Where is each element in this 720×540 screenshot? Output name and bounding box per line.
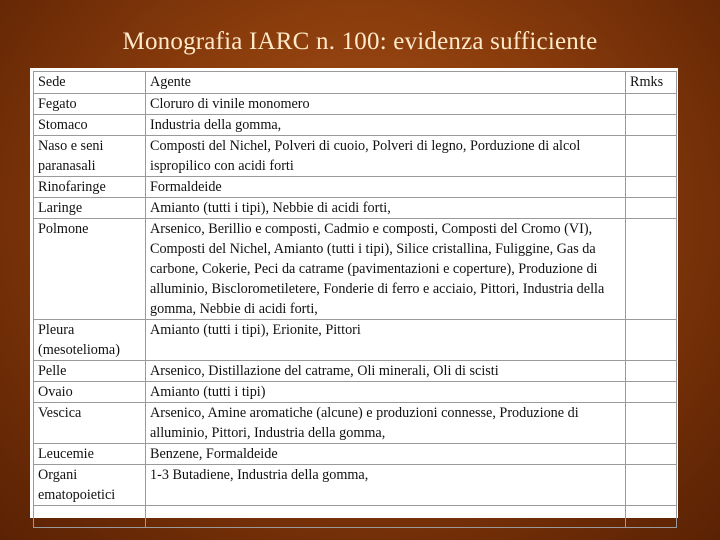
table-row	[34, 382, 677, 403]
table-header-row	[34, 72, 677, 94]
cell-sede: Rinofaringe	[34, 177, 146, 198]
cell-agente: Composti del Nichel, Polveri di cuoio, Polveri di legno, Porduzione di alcol ispropilico con acidi forti	[146, 136, 626, 177]
table-row	[34, 219, 677, 320]
slide-title: Monografia IARC n. 100: evidenza sufficiente	[122, 28, 598, 55]
cell-agente: Arsenico, Berillio e composti, Cadmio e composti, Composti del Cromo (VI), Composti del Nichel, Amianto (tutti i tipi), Silice cristallina, Fuliggine, Gas da carbone, Cokerie, Peci da catrame (pavimentazioni e coperture), Produzione di alluminio, Bisclorometiletere, Fonderie di ferro e acciaio, Pittori, Industria della gomma, Nebbie di acidi forti,	[146, 219, 626, 320]
header-rmks: Rmks	[626, 72, 677, 94]
cell-rmks	[626, 320, 677, 361]
empty-table-row	[34, 506, 677, 528]
table-row	[34, 136, 677, 177]
cell-rmks	[626, 465, 677, 506]
cell-rmks	[626, 361, 677, 382]
empty-cell	[146, 506, 626, 528]
cell-sede: Naso e seni paranasali	[34, 136, 146, 177]
cell-agente: 1-3 Butadiene, Industria della gomma,	[146, 465, 626, 506]
table-row	[34, 403, 677, 444]
table-row	[34, 115, 677, 136]
cell-sede: Vescica	[34, 403, 146, 444]
cell-sede: Polmone	[34, 219, 146, 320]
cell-sede: Ovaio	[34, 382, 146, 403]
table-row	[34, 444, 677, 465]
cell-rmks	[626, 136, 677, 177]
cell-sede: Pelle	[34, 361, 146, 382]
cell-rmks	[626, 403, 677, 444]
cell-sede: Leucemie	[34, 444, 146, 465]
cell-sede: Laringe	[34, 198, 146, 219]
cell-rmks	[626, 444, 677, 465]
table-body	[34, 94, 677, 528]
cell-agente: Amianto (tutti i tipi), Erionite, Pittori	[146, 320, 626, 361]
table-row	[34, 361, 677, 382]
table-row	[34, 198, 677, 219]
cell-rmks	[626, 219, 677, 320]
carcinogen-table	[33, 71, 677, 528]
cell-rmks	[626, 115, 677, 136]
empty-cell	[34, 506, 146, 528]
table-panel	[30, 68, 678, 518]
cell-sede: Fegato	[34, 94, 146, 115]
cell-agente: Arsenico, Amine aromatiche (alcune) e produzioni connesse, Produzione di alluminio, Pittori, Industria della gomma,	[146, 403, 626, 444]
cell-agente: Cloruro di vinile monomero	[146, 94, 626, 115]
table-row	[34, 465, 677, 506]
cell-rmks	[626, 177, 677, 198]
cell-agente: Industria della gomma,	[146, 115, 626, 136]
cell-agente: Formaldeide	[146, 177, 626, 198]
cell-sede: Pleura (mesotelioma)	[34, 320, 146, 361]
header-sede: Sede	[34, 72, 146, 94]
cell-rmks	[626, 198, 677, 219]
cell-rmks	[626, 382, 677, 403]
cell-agente: Benzene, Formaldeide	[146, 444, 626, 465]
cell-rmks	[626, 94, 677, 115]
empty-cell	[626, 506, 677, 528]
table-row	[34, 177, 677, 198]
table-row	[34, 94, 677, 115]
cell-agente: Arsenico, Distillazione del catrame, Oli minerali, Oli di scisti	[146, 361, 626, 382]
cell-sede: Organi ematopoietici	[34, 465, 146, 506]
cell-sede: Stomaco	[34, 115, 146, 136]
cell-agente: Amianto (tutti i tipi)	[146, 382, 626, 403]
header-agente: Agente	[146, 72, 626, 94]
cell-agente: Amianto (tutti i tipi), Nebbie di acidi forti,	[146, 198, 626, 219]
table-row	[34, 320, 677, 361]
